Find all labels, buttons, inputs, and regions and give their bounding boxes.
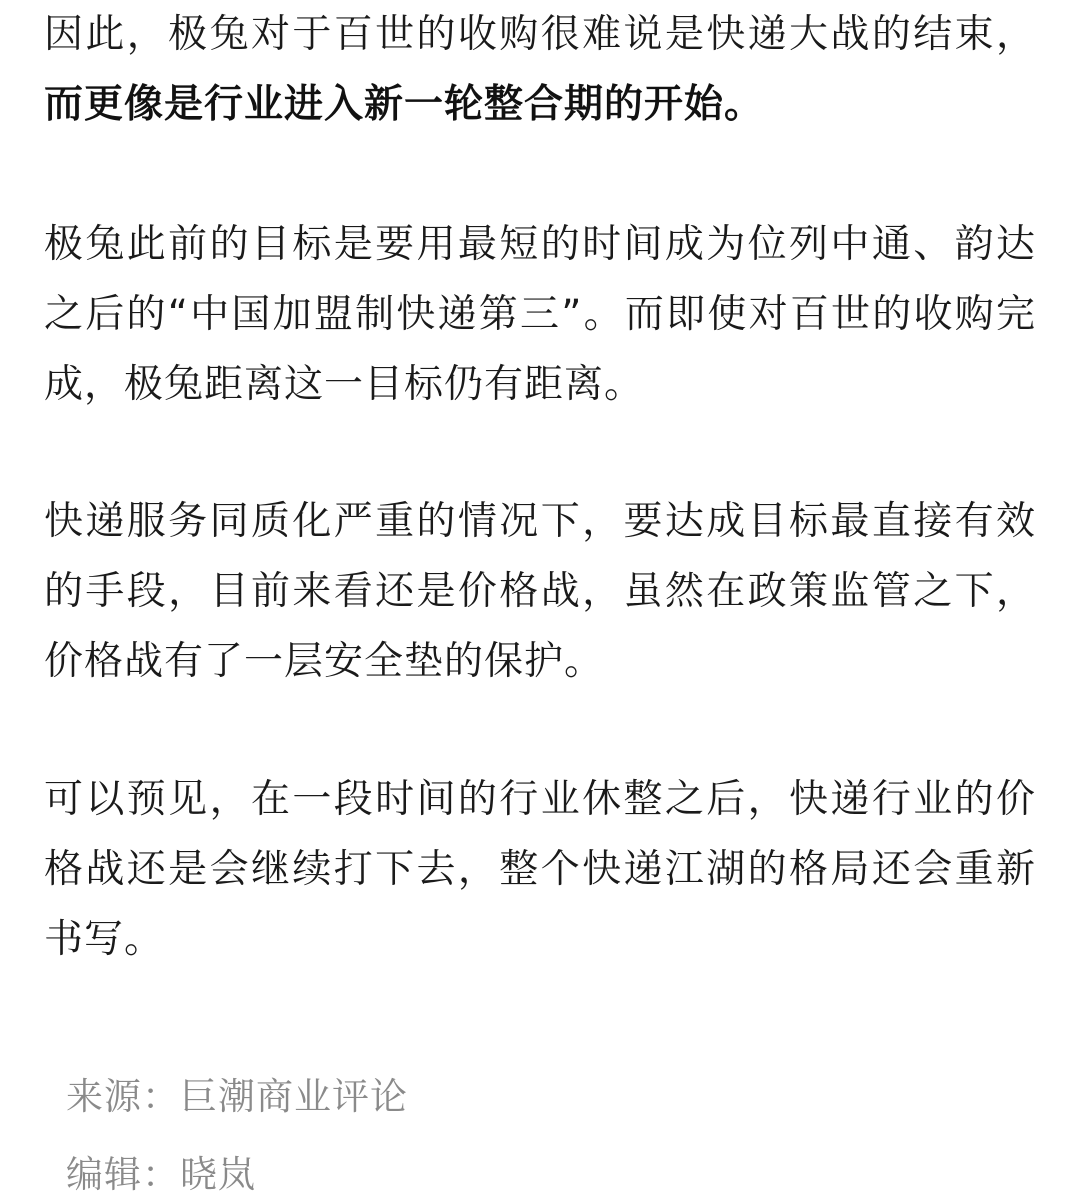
paragraph-outlook: 可以预见，在一段时间的行业休整之后，快递行业的价格战还是会继续打下去，整个快递江湖的格局还会重新书写。	[44, 777, 1036, 962]
paragraph-price-war: 快递服务同质化严重的情况下，要达成目标最直接有效的手段，目前来看还是价格战，虽然在政策监管之下，价格战有了一层安全垫的保护。	[44, 499, 1036, 684]
source-label: 来源：	[66, 1075, 180, 1118]
editor-value: 晓岚	[180, 1153, 256, 1196]
source-credit	[66, 1072, 408, 1122]
source-value: 巨潮商业评论	[180, 1075, 408, 1118]
paragraph-target: 极兔此前的目标是要用最短的时间成为位列中通、韵达之后的“中国加盟制快递第三”。而即使对百世的收购完成，极兔距离这一目标仍有距离。	[44, 222, 1036, 407]
paragraph-conclusion-emphasis: 而更像是行业进入新一轮整合期的开始。	[44, 82, 765, 127]
paragraph-conclusion-text: 因此，极兔对于百世的收购很难说是快递大战的结束，	[44, 12, 1036, 57]
editor-credit	[66, 1150, 256, 1200]
paragraph-conclusion	[44, 0, 1036, 140]
editor-label: 编辑：	[66, 1153, 180, 1196]
